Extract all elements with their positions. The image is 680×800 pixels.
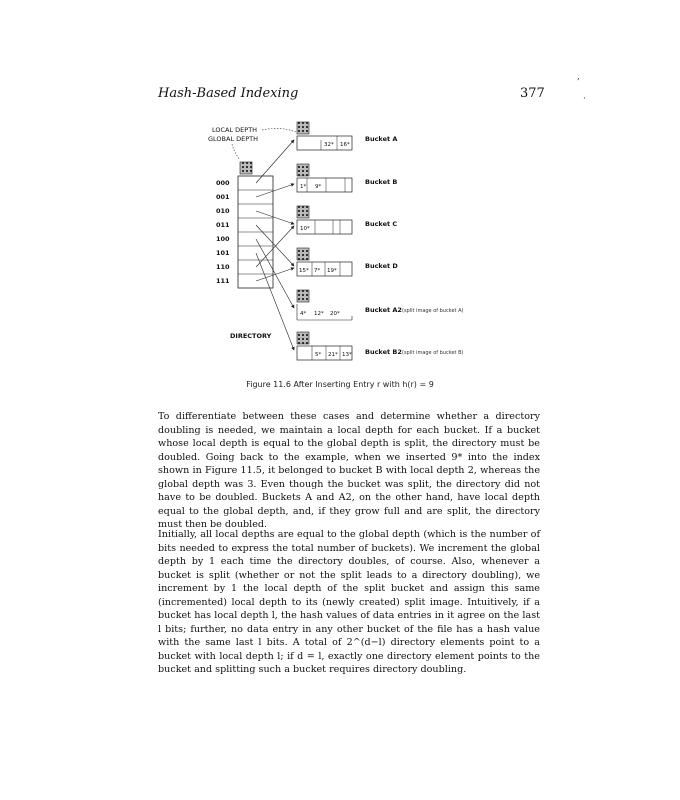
directory-entry: 000	[216, 179, 230, 187]
figure-caption: Figure 11.6 After Inserting Entry r with h(r) = 9	[246, 380, 434, 389]
data-entry: 4*	[300, 311, 307, 317]
data-entry: 12*	[314, 311, 324, 317]
bucket-name: Bucket B2	[365, 348, 402, 356]
data-entry: 15*	[299, 268, 309, 274]
body-paragraph: To differentiate between these cases and determine whether a directory doubling is needed, we maintain a local depth for each bucket. If a bucket whose local depth is equal to the global depth is split, the directory must be doubled. Going back to the example, when we inserted 9* into the index shown in Figure 11.5, it belonged to bucket B with local depth 2, whereas the global depth was 3. Even though the bucket was split, the directory did not have to be doubled. Buckets A and A2, on the other hand, have local depth equal to the global depth, and, if they grow full and are split, the directory must then be doubled.	[158, 411, 540, 530]
bucket-a	[297, 122, 397, 150]
scan-mark: ,	[577, 72, 580, 82]
bucket-name: Bucket D	[365, 262, 398, 270]
local-depth-box	[297, 248, 309, 260]
global-depth-box	[240, 162, 252, 174]
running-head: Hash-Based Indexing	[158, 86, 299, 101]
bucket-d	[297, 248, 398, 276]
data-entry: 21*	[328, 352, 338, 358]
bucket-name: Bucket A2	[365, 306, 402, 314]
figure-svg	[150, 110, 550, 385]
directory-entry: 011	[216, 221, 230, 229]
local-depth-box	[297, 206, 309, 218]
directory	[216, 176, 273, 288]
data-entry: 20*	[330, 311, 340, 317]
local-depth-pointer	[262, 128, 296, 132]
data-entry: 16*	[340, 142, 350, 148]
bucket-name: Bucket C	[365, 220, 398, 228]
bucket-note: (split image of bucket B)	[402, 350, 464, 356]
bucket-name: Bucket A	[365, 135, 398, 143]
local-depth-box	[297, 164, 309, 176]
bucket-b2	[297, 332, 463, 360]
extendible-hashing-figure	[150, 110, 550, 385]
data-entry: 19*	[327, 268, 337, 274]
directory-entry: 010	[216, 207, 230, 215]
local-depth-box	[297, 332, 309, 344]
local-depth-box	[297, 290, 309, 302]
data-entry: 9*	[315, 184, 322, 190]
data-entry: 13*	[342, 352, 352, 358]
scan-mark: ·	[583, 94, 586, 104]
local-depth-label: LOCAL DEPTH	[212, 126, 258, 134]
bucket-c	[297, 206, 397, 234]
data-entry: 7*	[314, 268, 321, 274]
bucket-note: (split image of bucket A)	[402, 308, 464, 314]
directory-entry: 001	[216, 193, 230, 201]
bucket-name: Bucket B	[365, 178, 398, 186]
bucket-b	[297, 164, 397, 192]
directory-label: DIRECTORY	[230, 332, 272, 340]
page-number: 377	[520, 86, 545, 101]
data-entry: 5*	[315, 352, 322, 358]
bucket-a2	[297, 290, 463, 320]
data-entry: 1*	[300, 184, 307, 190]
global-depth-pointer	[232, 144, 240, 160]
directory-entry: 111	[216, 277, 230, 285]
global-depth-label: GLOBAL DEPTH	[208, 135, 259, 143]
directory-entry: 101	[216, 249, 230, 257]
directory-entry: 100	[216, 235, 230, 243]
local-depth-box	[297, 122, 309, 134]
data-entry: 32*	[324, 142, 334, 148]
pointer-arrow	[256, 140, 294, 183]
directory-entry: 110	[216, 263, 230, 271]
data-entry: 10*	[300, 226, 310, 232]
body-paragraph: Initially, all local depths are equal to the global depth (which is the number of bits needed to express the total number of buckets). We increment the global depth by 1 each time the directory doubles, of course. Also, whenever a bucket is split (whether or not the split leads to a directory doubling), we increment by 1 the local depth of the split bucket and assign this same (incremented) local depth to its (newly created) split image. Intuitively, if a bucket has local depth l, the hash values of data entries in it agree on the last l bits; further, no data entry in any other bucket of the file has a hash value with the same last l bits. A total of 2^(d−l) directory elements point to a bucket with local depth l; if d = l, exactly one directory element points to the bucket and splitting such a bucket requires directory doubling.	[158, 529, 540, 675]
